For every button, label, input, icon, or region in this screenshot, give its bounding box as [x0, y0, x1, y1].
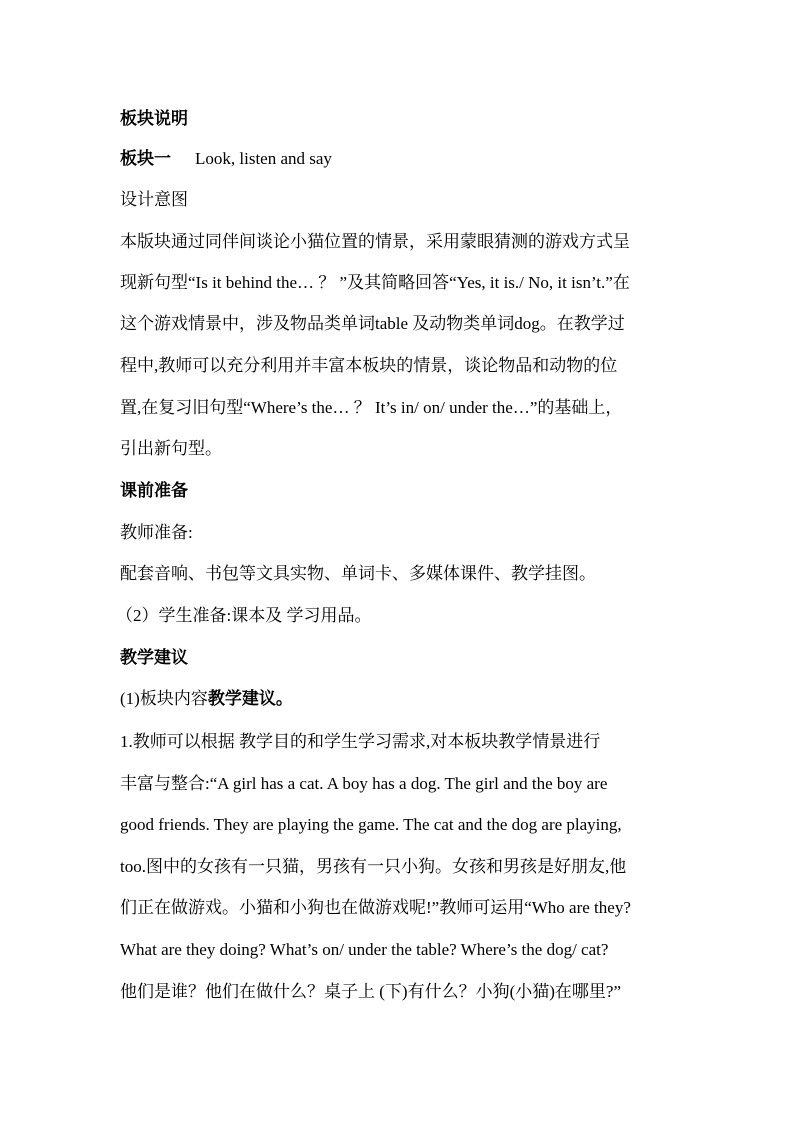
suggestion-line-1: 1.教师可以根据 教学目的和学生学习需求,对本板块教学情景进行 — [120, 732, 601, 751]
teacher-prep-label: 教师准备: — [120, 523, 193, 542]
design-intent-line-2: 现新句型“Is it behind the… ？ ”及其简略回答“Yes, it is./ No, it isn’t.”在 — [120, 273, 630, 292]
section-one-label: 板块一 — [120, 149, 171, 168]
suggestion-line-4: too.图中的女孩有一只猫，男孩有一只小狗。女孩和男孩是好朋友,他 — [120, 857, 627, 876]
design-intent-line-5: 置,在复习旧句型“Where’s the… ？ It’s in/ on/ under the…”的基础上， — [120, 398, 623, 417]
suggestion-sub-prefix: (1)板块内容 — [120, 689, 208, 708]
teacher-prep-text: 配套音响、书包等文具实物、单词卡、多媒体课件、教学挂图。 — [120, 564, 596, 583]
section-one-title: Look, listen and say — [195, 149, 332, 168]
prep-heading: 课前准备 — [120, 481, 188, 500]
design-intent-line-3: 这个游戏情景中，涉及物品类单词table 及动物类单词dog。在教学过 — [120, 314, 625, 333]
design-intent-line-1: 本版块通过同伴间谈论小猫位置的情景，采用蒙眼猜测的游戏方式呈 — [120, 232, 630, 251]
main-heading: 板块说明 — [120, 109, 188, 128]
suggestion-line-7: 他们是谁？他们在做什么？桌子上 (下)有什么？小狗(小猫)在哪里?” — [120, 982, 621, 1001]
student-prep-text: （2）学生准备:课本及 学习用品。 — [116, 606, 372, 625]
section-one-heading — [120, 148, 680, 170]
design-intent-label: 设计意图 — [120, 190, 188, 209]
suggestion-sub-bold: 教学建议。 — [207, 689, 293, 708]
suggestion-heading: 教学建议 — [120, 648, 188, 667]
design-intent-line-6: 引出新句型。 — [120, 439, 222, 458]
suggestion-line-3: good friends. They are playing the game. The cat and the dog are playing, — [120, 815, 622, 834]
suggestion-line-5: 们正在做游戏。小猫和小狗也在做游戏呢!”教师可运用“Who are they? — [120, 898, 631, 917]
design-intent-line-4: 程中,教师可以充分利用并丰富本板块的情景，谈论物品和动物的位 — [120, 356, 618, 375]
suggestion-line-6: What are they doing? What’s on/ under the table? Where’s the dog/ cat? — [120, 940, 609, 959]
suggestion-subheading — [120, 688, 680, 710]
suggestion-line-2: 丰富与整合:“A girl has a cat. A boy has a dog. The girl and the boy are — [120, 774, 608, 793]
